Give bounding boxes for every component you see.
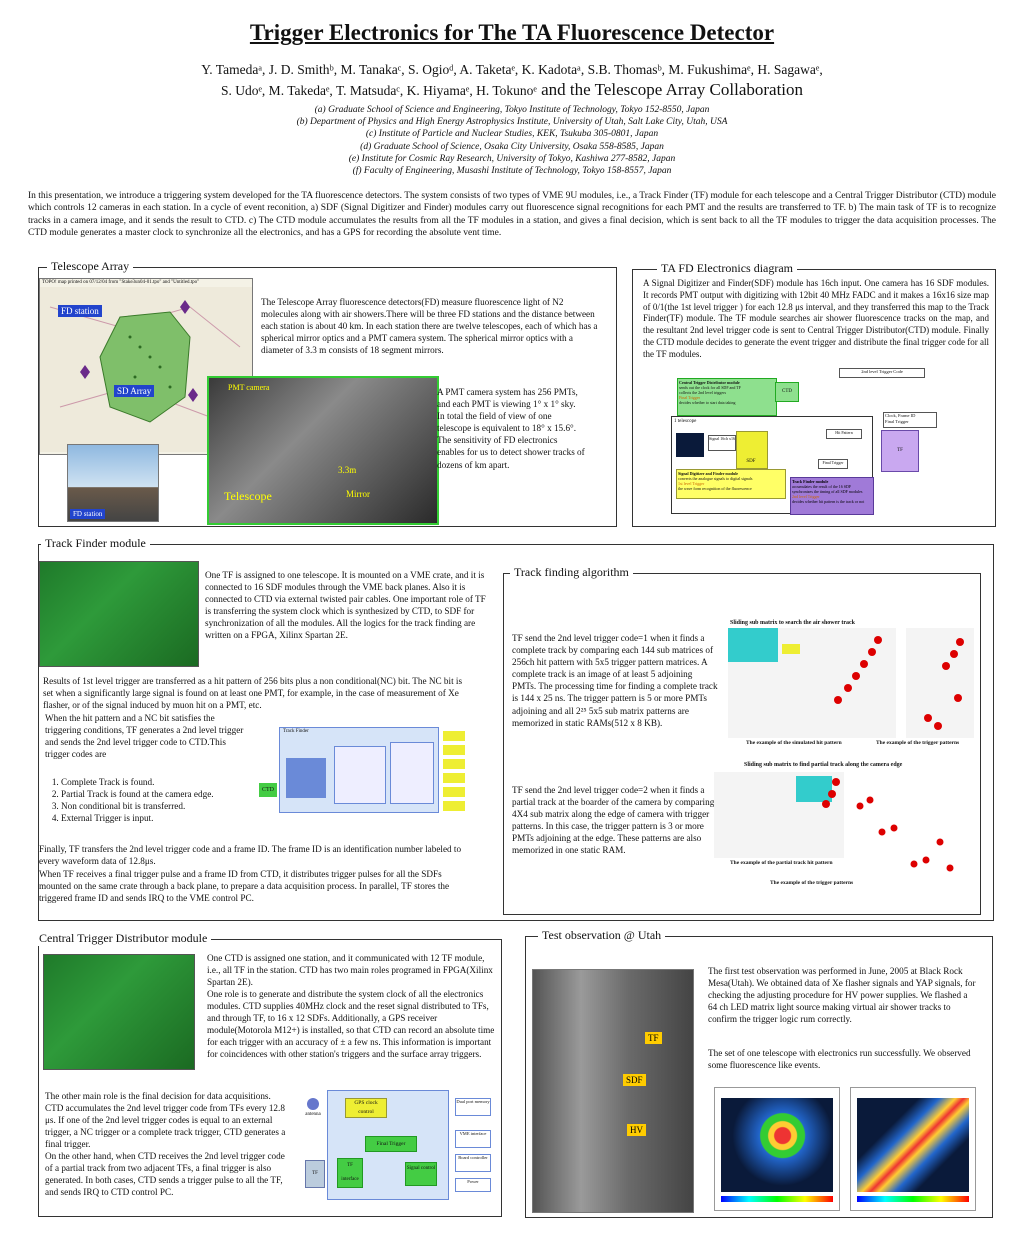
tf-line-3: 2nd level Trigger xyxy=(792,494,820,499)
hv-photo-label: HV xyxy=(627,1124,646,1136)
ctd-board-photo xyxy=(43,954,195,1070)
authors-line-1: Y. Tamedaᵃ, J. D. Smithᵇ, M. Tanakaᶜ, S. Ogioᵈ, A. Taketaᵉ, K. Kadotaᵃ, S.B. Thomasᵇ, M. Fukushimaᵉ, H. Sagawaᵉ, xyxy=(201,62,823,77)
vme-interface-box: VME interface xyxy=(455,1130,491,1148)
algorithm-text-2: TF send the 2nd level trigger code=2 when it finds a partial track at the boarder of the camera by comparing 4X4 sub matrix along the edge of camera with trigger patterns. In this case, the trigger pattern is 3 or more PMTs adjoining at the edge. These patterns are also memorized in one static RAM. xyxy=(512,785,715,856)
final-trigger-label: Final Trigger xyxy=(885,419,909,424)
algorithm-text-1: TF send the 2nd level trigger code=1 when it finds a complete track by comparing each 144 sub matrices of 256ch hit pattern with 5x5 trigger pattern matrices. A complete track is an image of at least 5 adjoining PMTs. The processing time for finding a complete track is 144 x 25 ns. The trigger pattern is 5 or more PMTs adjoining and all 2²⁵ 5x5 sub matrix patterns are memorized in static RAMs(512 x 8 KB). xyxy=(512,633,718,728)
poster-title: Trigger Electronics for The TA Fluorescence Detector xyxy=(249,20,775,45)
track-finder-board-photo xyxy=(39,561,199,667)
fd-block-diagram xyxy=(671,368,957,520)
telescope-photo xyxy=(207,376,439,525)
telescope-label: Telescope xyxy=(224,489,272,503)
tf-diagram-title: Track Finder xyxy=(283,729,309,734)
ta-fd-text: A Signal Digitizer and Finder(SDF) module has 16ch input. One camera has 16 SDF modules. It records PMT output with digitizing with 12bit 40 MHz FADC and it makes a 16x16 size map of 0/1(the 1st level trigger ) for each 12.8 μs interval, and they transferred this map to the Track Finder(TF) module. The TF module searches air shower fluorescence tracks on the map, and the resultant 2nd level trigger code is sent to Central Trigger Distributor(CTD) module. Finally the CTD module decides to generate the event trigger and distribute the final trigger code for all the TF modules. xyxy=(643,278,989,359)
fig2-title: Sliding sub matrix to find partial track along the camera edge xyxy=(744,762,903,768)
tf-line-1: accumulates the result of the 16 SDF xyxy=(792,484,852,489)
tf-box: TF xyxy=(881,430,919,472)
telescope-array-text-1: The Telescope Array fluorescence detectors(FD) measure fluorescence light of N2 molecules along with air showers.There will be three FD stations and the distance between each station is about 40 km. In each station there are twelve telescopes, each of which has a spherical mirror optics and a PMT camera system. The spherical mirror optics with a diameter of 3.3 m consists of 18 segment mirrors. xyxy=(261,297,598,356)
sdf-photo-label: SDF xyxy=(623,1074,646,1086)
sd-array-map-label: SD Array xyxy=(114,385,154,397)
fig1-caption-b: The example of the trigger patterns xyxy=(876,740,960,746)
power-box: Power xyxy=(455,1178,491,1192)
track-finder-text-5: When TF receives a final trigger pulse and a frame ID from CTD, it distributes trigger pulses for all the SDFs mounted on the same crate through a back plane, to prepare a data acquisition process. In parallel, TF stores the triggered frame ID and sends IRQ to the VME control PC. xyxy=(39,869,450,904)
ctd-block-diagram xyxy=(299,1090,495,1200)
affiliation-e: (e) Institute for Cosmic Ray Research, University of Tokyo, Kashiwa 277-8582, Japan xyxy=(348,153,676,164)
tf-module-title: Track Finder module xyxy=(792,479,829,484)
ctd-box: CTD xyxy=(775,382,799,402)
hit-pattern-box: Hit Pattern xyxy=(826,429,862,439)
telescope-array-text-2: A PMT camera system has 256 PMTs, and each PMT is viewing 1° x 1° sky. In total the field of view of one telescope is equivalent to 18° x 15.6°. The sensitivity of FD electronics enables for us to detect shower tracks of dozens of km apart. xyxy=(437,387,585,470)
ctd-text-1: One CTD is assigned one station, and it communicated with 12 TF module, i.e., all TF in the station. CTD has two main roles programed in FPGA(Xilinx Spartan 2E). xyxy=(207,953,493,988)
affiliations xyxy=(0,104,1024,177)
ctd-section xyxy=(38,931,502,1217)
final-trigger-block: Final Trigger xyxy=(365,1136,417,1152)
test-observation-text-1: The first test observation was performed in June, 2005 at Black Rock Mesa(Utah). We obtained data of Xe flasher signals and YAP signals, for checking the adjusting procedure for HV power supplies. We flashed a 64 ch LED matrix light source making virtual air shower tracks to confirm the trigger logic rum correctly. xyxy=(708,966,976,1025)
event-display-1 xyxy=(714,1087,840,1211)
telescope-array-section xyxy=(38,259,617,527)
fd-station-map-label: FD station xyxy=(58,305,102,317)
sdf-line-2: 1st level Trigger xyxy=(678,481,705,486)
sdf-label: SDF xyxy=(746,459,756,464)
test-observation-section xyxy=(525,928,993,1218)
electronics-rack-photo xyxy=(532,969,694,1213)
ctd-line-2: collects the 2nd level triggers xyxy=(679,390,727,395)
abstract: In this presentation, we introduce a triggering system developed for the TA fluorescence detectors. The system consists of two types of VME 9U modules, i.e., a Track Finder (TF) module for each telescope and a Central Trigger Distributor (CTD) module which controls 12 cameras in each station. In a cycle of event reconition, a) SDF (Signal Digitizer and Finder) modules carry out fluorescence signal recognitions for each PMT and the results are transferred to TF. b) The main task of TF is to recognize tracks in a camera image, and it sends the result to CTD. c) The CTD module accumulates the results from all the TF modules in a station, and gives a final decision, which is sent back to all the TF modules to trigger the data acquisition processes. The CTD module generates a master clock to synchronize all the electronics, and has a GPS for recording the absolute vent time. xyxy=(28,191,996,238)
event-display-2 xyxy=(850,1087,976,1211)
affiliation-a: (a) Graduate School of Science and Engineering, Tokyo Institute of Technology, Tokyo 152-8550, Japan xyxy=(314,105,710,115)
affiliation-c: (c) Institute of Particle and Nuclear Studies, KEK, Tsukuba 305-0801, Japan xyxy=(365,129,659,140)
track-finder-text-3: When the hit pattern and a NC bit satisfies the triggering conditions, TF generates a 2nd level trigger and sends the 2nd level trigger code to CTD.This trigger codes are xyxy=(45,713,244,760)
telescope-box xyxy=(671,416,873,514)
ctd-text-3: The other main role is the final decision for data acquisitions. CTD accumulates the 2nd level trigger code from TFs every 12.8 μs. If one of the 2nd level trigger codes is equal to an external trigger, a NC trigger or a complete track trigger, CTD generates a final trigger. xyxy=(45,1091,286,1150)
tf-diagram-ctd: CTD xyxy=(259,783,277,797)
tf-external-box: TF xyxy=(305,1160,325,1188)
antenna-label: antenna xyxy=(305,1112,321,1117)
mirror-label: Mirror xyxy=(346,489,370,499)
ctd-text-2: One role is to generate and distribute the system clock of all the electronics modules. CTD supplies 40MHz clock and the reset signal distributed to TFs, and through TF, to 16 x 12 SDFs. Additionally, a GPS receiver module(Motorola M12+) is installed, so that CTD can record an absolute time for each trigger with an accuracy of ± a few ns. This information is important for coincidences with other station's triggers and the surface array triggers. xyxy=(207,989,495,1060)
ctd-line-3: Final Trigger xyxy=(679,395,701,400)
track-finder-section xyxy=(38,536,994,921)
track-finder-trigger-list xyxy=(45,776,265,824)
authors-names: S. Udoᵉ, M. Takedaᵉ, T. Matsudaᶜ, K. Hiyamaᵉ, H. Tokunoᵉ xyxy=(220,83,537,98)
section-title: Track Finder module xyxy=(41,536,150,551)
section-title: Test observation @ Utah xyxy=(538,928,665,943)
tf-diagram-sdf-stack xyxy=(443,731,465,811)
signal-label: Signal 16ch x16 xyxy=(708,435,736,451)
trigger-code-2: 2. Partial Track is found at the camera edge. xyxy=(61,788,265,800)
test-observation-text-2: The set of one telescope with electronics run successfully. We observed some fluorescence like events. xyxy=(708,1048,971,1071)
fig1-hex-grids xyxy=(728,628,974,738)
affiliation-f: (f) Faculty of Engineering, Musashi Institute of Technology, Tokyo 158-8557, Japan xyxy=(352,166,672,177)
fig1-title: Sliding sub matrix to search the air shower track xyxy=(730,620,856,626)
section-title: Track finding algorithm xyxy=(510,565,633,580)
gps-clock-box: GPS clock control xyxy=(345,1098,387,1118)
clock-frame-box xyxy=(883,412,937,428)
authors-line-2 xyxy=(0,80,1024,100)
section-title: Telescope Array xyxy=(47,259,133,274)
code2-box: 2nd level Trigger Code xyxy=(839,368,925,378)
tf-module-box xyxy=(790,477,874,515)
fig1-caption-a: The example of the simulated hit pattern xyxy=(746,740,842,746)
trigger-code-3: 3. Non conditional bit is transferred. xyxy=(61,800,265,812)
sdf-module-box xyxy=(676,469,786,499)
one-telescope-label: 1 telescope xyxy=(674,419,697,424)
fig2-caption-a: The example of the partial track hit pattern xyxy=(730,860,833,866)
trigger-code-1: 1. Complete Track is found. xyxy=(61,776,265,788)
sdf-line-3: the wave form recognition of the fluorescence xyxy=(678,486,752,491)
board-controller-box: Board controller xyxy=(455,1154,491,1172)
pmt-camera-label: PMT camera xyxy=(228,383,270,392)
dimension-label: 3.3m xyxy=(338,465,357,475)
sdf-module-title: Signal Digitizer and Finder module xyxy=(678,471,739,476)
section-title: Central Trigger Distributor module xyxy=(35,931,211,946)
camera-image xyxy=(676,433,704,457)
tf-photo-label: TF xyxy=(645,1032,662,1044)
ta-fd-electronics-section xyxy=(632,261,996,527)
tf-block-diagram xyxy=(279,727,439,813)
track-finding-algorithm-section xyxy=(503,565,981,915)
track-finder-text-1: One TF is assigned to one telescope. It is mounted on a VME crate, and it is connected to 16 SDF modules through the VME back planes. Also it is connected to CTD via external twisted pair cables. One important role of TF is transferring the system clock which is synthesized by CTD, to SDF for synchronization of all the modules. All the logics for the track finding are written on a FPGA, Xilinx Spartan 2E. xyxy=(205,570,486,641)
affiliation-b: (b) Department of Physics and High Energy Astrophysics Institute, University of Utah, Salt Lake City, Utah, USA xyxy=(296,117,728,128)
tf-interface-box: TF interface xyxy=(337,1158,363,1188)
final-trigger-box: Final Trigger xyxy=(818,459,848,469)
dual-port-memory-box: Dual port memory xyxy=(455,1098,491,1116)
ctd-module-title: Central Trigger Distributor module xyxy=(679,380,740,385)
clock-frame-label: Clock, Frame ID xyxy=(885,413,916,418)
track-finder-text-2: Results of 1st level trigger are transferred as a hit pattern of 256 bits plus a non conditional(NC) bit. The NC bit is set when a significantly large signal is found on at least one PMT, for example, in the case of measurement of Xe flasher, or of the signal induced by muon hit on a PMT, etc. xyxy=(43,676,463,711)
map-header: TOPO! map printed on 07/12/04 from "Stake3un04-01.tpo" and "Untitled.tpo" xyxy=(42,280,200,285)
affiliation-d: (d) Graduate School of Science, Osaka City University, Osaka 558-8585, Japan xyxy=(360,141,664,152)
tf-line-2: synchronizes the timing of all SDF modules xyxy=(792,489,863,494)
ctd-module-box xyxy=(677,378,777,416)
ctd-line-1: sends out the clock for all SDF and TF xyxy=(679,385,741,390)
ctd-text-4: On the other hand, when CTD receives the 2nd level trigger code of a partial track from two adjacent TFs, a final trigger is also generated. In both cases, CTD sends a trigger pulse to all the TF, and sends IRQ to CTD control PC. xyxy=(45,1151,285,1198)
signal-control-box: Signal control xyxy=(405,1162,437,1186)
ctd-line-4: decides whether to start data taking xyxy=(679,400,736,405)
tf-line-4: decides whether hit pattern is the track or not xyxy=(792,499,865,504)
fig2-caption-b: The example of the trigger patterns xyxy=(770,880,854,886)
fd-station-photo-label: FD station xyxy=(70,509,105,519)
fd-station-photo xyxy=(67,444,159,522)
track-finder-text-4: Finally, TF transfers the 2nd level trigger code and a frame ID. The frame ID is an identification number labeled to every waveform data of 12.8μs. xyxy=(39,844,462,867)
trigger-code-4: 4. External Trigger is input. xyxy=(61,812,265,824)
sdf-line-1: converts the analogue signals to digital signals xyxy=(678,476,753,481)
section-title: TA FD Electronics diagram xyxy=(657,261,797,276)
collaboration-name: and the Telescope Array Collaboration xyxy=(536,80,804,99)
